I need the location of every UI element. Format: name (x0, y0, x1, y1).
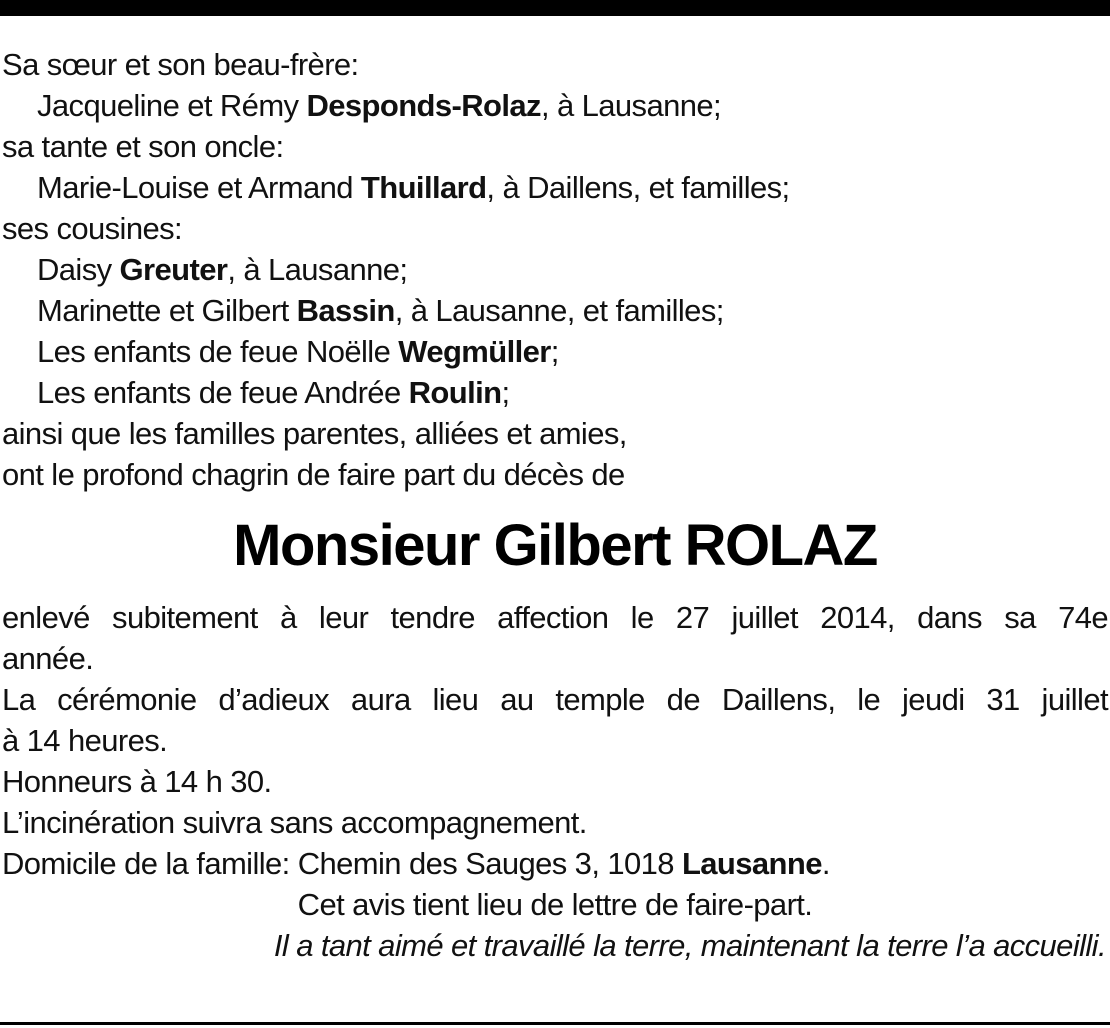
relative-place: , à Daillens, et familles; (486, 170, 790, 205)
relative-place: ; (550, 334, 559, 369)
relative-line (2, 331, 1108, 372)
relative-given-names: Daisy (37, 252, 120, 287)
relative-surname: Roulin (408, 375, 502, 410)
death-announcement-line: enlevé subitement à leur tendre affection le 27 juillet 2014, dans sa 74e (2, 600, 1108, 635)
closing-motto: Il a tant aimé et travaillé la terre, maintenant la terre l’a accueilli. (273, 928, 1106, 963)
death-announcement-line: année. (2, 641, 94, 676)
relative-place: , à Lausanne; (540, 88, 722, 123)
notice-statement: Cet avis tient lieu de lettre de faire-part. (297, 887, 813, 922)
relative-surname: Wegmüller (398, 334, 551, 369)
header-line: ont le profond chagrin de faire part du décès de (2, 457, 625, 492)
relative-surname: Bassin (296, 293, 395, 328)
relative-given-names: Marie-Louise et Armand (37, 170, 361, 205)
relative-line (2, 249, 1108, 290)
relative-given-names: Les enfants de feue Andrée (37, 375, 409, 410)
relative-line (2, 290, 1108, 331)
address-end: . (821, 846, 830, 881)
header-line: sa tante et son oncle: (2, 129, 284, 164)
relative-surname: Greuter (119, 252, 228, 287)
honours-line: Honneurs à 14 h 30. (2, 764, 272, 799)
relative-given-names: Les enfants de feue Noëlle (37, 334, 399, 369)
relative-place: , à Lausanne; (227, 252, 408, 287)
top-rule (0, 0, 1110, 16)
ceremony-line: La cérémonie d’adieux aura lieu au temple de Daillens, le jeudi 31 juillet (2, 682, 1108, 717)
relative-surname: Thuillard (360, 170, 487, 205)
header-line: Sa sœur et son beau-frère: (2, 47, 359, 82)
ceremony-line: à 14 heures. (2, 723, 168, 758)
bottom-rule (0, 1022, 1110, 1025)
family-address-line (2, 843, 1108, 884)
obituary-notice (2, 44, 1108, 966)
relative-line (2, 372, 1108, 413)
relative-place: , à Lausanne, et familles; (394, 293, 724, 328)
deceased-name: Monsieur Gilbert ROLAZ (233, 513, 877, 578)
header-line: ainsi que les familles parentes, alliées et amies, (2, 416, 627, 451)
relative-surname: Desponds-Rolaz (306, 88, 541, 123)
cremation-line: L’incinération suivra sans accompagnement. (2, 805, 587, 840)
relative-line (2, 167, 1108, 208)
relative-given-names: Marinette et Gilbert (37, 293, 297, 328)
relative-given-names: Jacqueline et Rémy (37, 88, 307, 123)
header-line: ses cousines: (2, 211, 183, 246)
relative-place: ; (501, 375, 510, 410)
address-text: Domicile de la famille: Chemin des Sauges 3, 1018 (2, 846, 682, 881)
address-city: Lausanne (681, 846, 822, 881)
relative-line (2, 85, 1108, 126)
